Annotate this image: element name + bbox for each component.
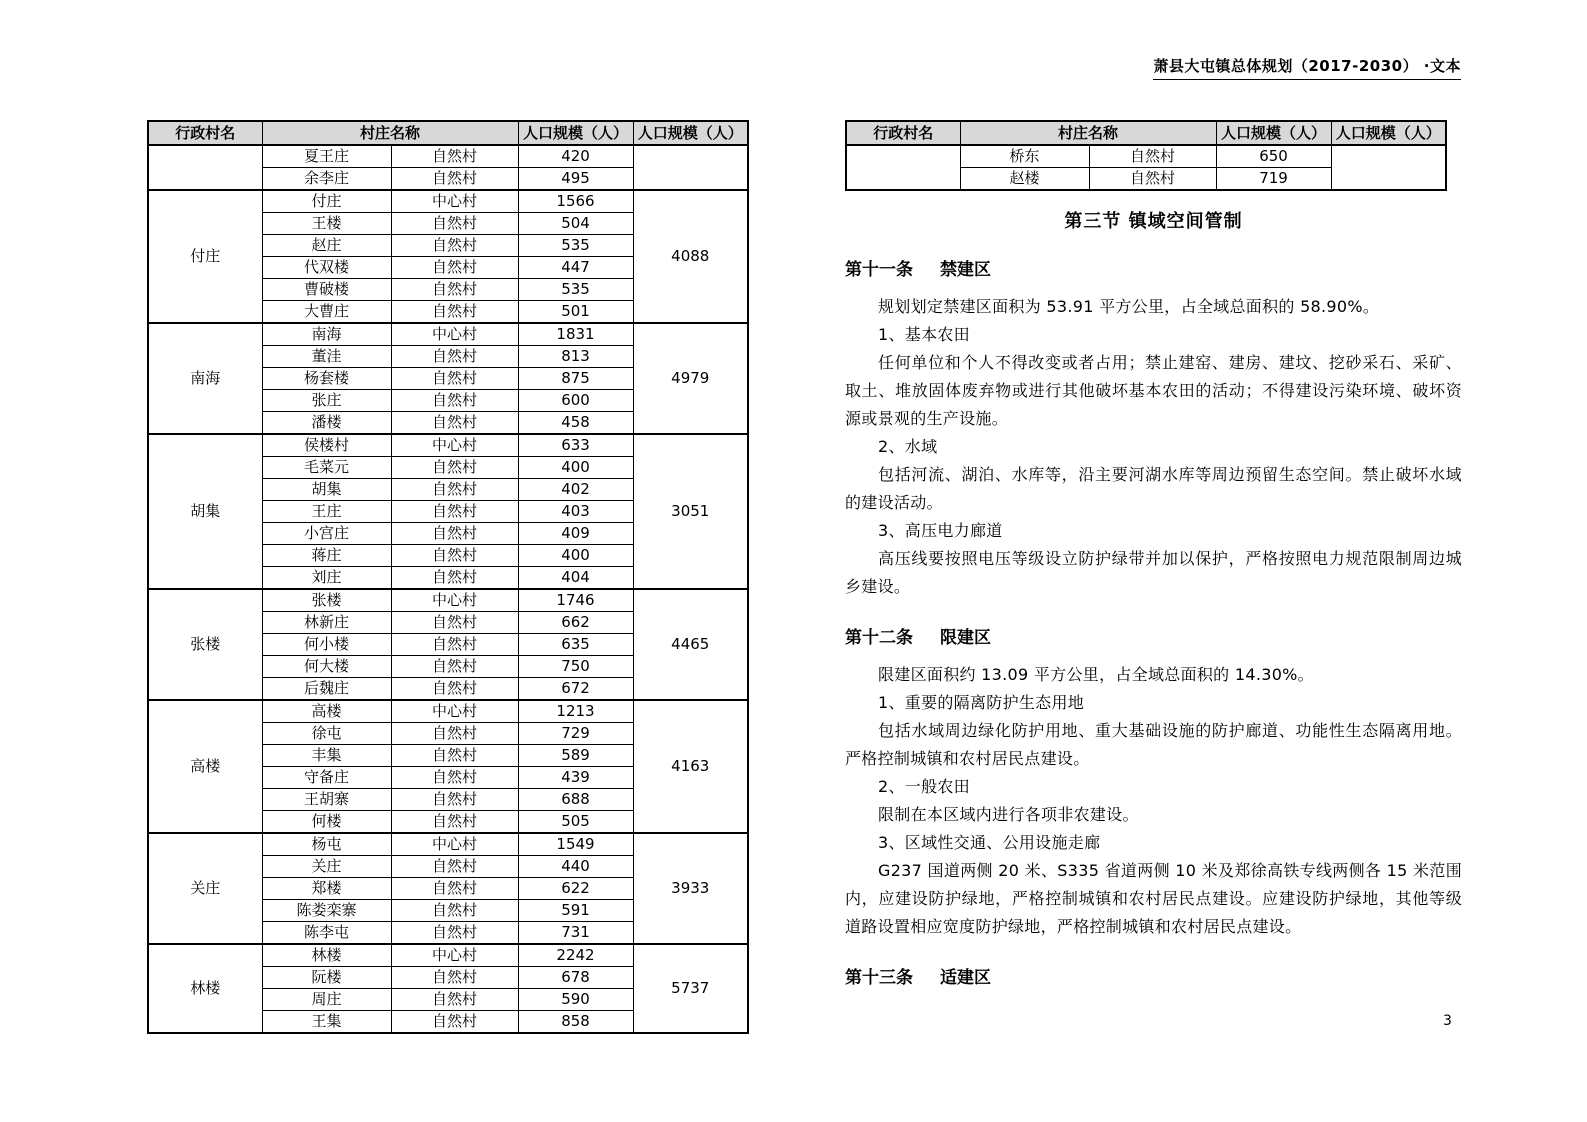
group-total-population-cell — [1331, 145, 1446, 190]
village-name-cell: 董洼 — [262, 346, 391, 368]
col-header-population-total: 人口规模（人） — [633, 121, 748, 145]
village-name-cell: 阮楼 — [262, 967, 391, 989]
article-paragraph: 限建区面积约 13.09 平方公里，占全域总面积的 14.30%。 — [878, 665, 1314, 684]
village-type-cell: 自然村 — [391, 767, 518, 789]
village-name-cell: 付庄 — [262, 190, 391, 213]
article-paragraph: 3、区域性交通、公用设施走廊 — [878, 833, 1101, 852]
article-paragraph: 2、一般农田 — [878, 777, 970, 796]
village-type-cell: 自然村 — [391, 789, 518, 811]
village-type-cell: 自然村 — [391, 501, 518, 523]
village-name-cell: 何楼 — [262, 811, 391, 834]
village-name-cell: 周庄 — [262, 989, 391, 1011]
village-type-cell: 自然村 — [391, 213, 518, 235]
village-type-cell: 自然村 — [391, 567, 518, 590]
group-total-population-cell: 4979 — [633, 323, 748, 434]
running-header-title: 萧县大屯镇总体规划（2017-2030） ·文本 — [1153, 55, 1461, 80]
group-total-population-cell — [633, 145, 748, 190]
village-type-cell: 中心村 — [391, 434, 518, 457]
village-population-cell: 590 — [518, 989, 633, 1011]
village-population-cell: 1549 — [518, 833, 633, 856]
village-type-cell: 自然村 — [391, 257, 518, 279]
village-type-cell: 自然村 — [391, 922, 518, 945]
village-population-cell: 535 — [518, 235, 633, 257]
village-type-cell: 自然村 — [391, 656, 518, 678]
article-paragraph: 3、高压电力廊道 — [878, 521, 1003, 540]
table-row — [846, 145, 1446, 168]
village-name-cell: 徐屯 — [262, 723, 391, 745]
table-row — [148, 589, 748, 612]
table-header-row — [148, 121, 748, 145]
village-population-cell: 440 — [518, 856, 633, 878]
village-type-cell: 自然村 — [391, 1011, 518, 1034]
village-population-cell: 750 — [518, 656, 633, 678]
village-population-cell: 731 — [518, 922, 633, 945]
article-body — [845, 661, 1462, 941]
village-type-cell: 自然村 — [391, 745, 518, 767]
article-title: 限建区 — [940, 628, 991, 648]
table-row — [148, 145, 748, 168]
village-name-cell: 夏王庄 — [262, 145, 391, 168]
village-population-cell: 1213 — [518, 700, 633, 723]
village-type-cell: 自然村 — [391, 479, 518, 501]
village-name-cell: 杨屯 — [262, 833, 391, 856]
village-type-cell: 自然村 — [391, 678, 518, 701]
village-name-cell: 胡集 — [262, 479, 391, 501]
article-paragraph: 任何单位和个人不得改变或者占用；禁止建窑、建房、建坟、挖砂采石、采矿、取土、堆放固体废弃物或进行其他破坏基本农田的活动；不得建设污染环境、破坏资源或景观的生产设施。 — [845, 353, 1462, 428]
village-type-cell: 中心村 — [391, 944, 518, 967]
article-paragraph: 1、基本农田 — [878, 325, 970, 344]
village-type-cell: 中心村 — [391, 700, 518, 723]
articles-container — [845, 255, 1462, 988]
village-population-cell: 504 — [518, 213, 633, 235]
article-paragraph: 包括河流、湖泊、水库等，沿主要河湖水库等周边预留生态空间。禁止破坏水域的建设活动。 — [845, 465, 1462, 512]
article-paragraph: 2、水域 — [878, 437, 938, 456]
village-type-cell: 中心村 — [391, 833, 518, 856]
village-name-cell: 小宫庄 — [262, 523, 391, 545]
right-column — [845, 120, 1462, 1001]
village-population-cell: 600 — [518, 390, 633, 412]
article-number: 第十三条 — [845, 968, 913, 988]
article-heading — [845, 623, 1462, 648]
village-type-cell: 自然村 — [391, 612, 518, 634]
village-population-cell: 400 — [518, 457, 633, 479]
village-name-cell: 张庄 — [262, 390, 391, 412]
table-row — [148, 833, 748, 856]
table-row — [148, 944, 748, 967]
village-population-cell: 633 — [518, 434, 633, 457]
village-name-cell: 守备庄 — [262, 767, 391, 789]
admin-village-cell: 付庄 — [148, 190, 262, 323]
village-name-cell: 南海 — [262, 323, 391, 346]
article-paragraph: 1、重要的隔离防护生态用地 — [878, 693, 1085, 712]
village-type-cell: 自然村 — [391, 279, 518, 301]
village-type-cell: 中心村 — [391, 323, 518, 346]
village-name-cell: 郑楼 — [262, 878, 391, 900]
village-type-cell: 自然村 — [391, 989, 518, 1011]
village-name-cell: 赵庄 — [262, 235, 391, 257]
village-name-cell: 王胡寨 — [262, 789, 391, 811]
village-type-cell: 中心村 — [391, 190, 518, 213]
article-paragraph: 包括水域周边绿化防护用地、重大基础设施的防护廊道、功能性生态隔离用地。严格控制城镇和农村居民点建设。 — [845, 721, 1462, 768]
village-type-cell: 自然村 — [391, 368, 518, 390]
table-header-row — [846, 121, 1446, 145]
table-row — [148, 190, 748, 213]
village-population-cell: 1746 — [518, 589, 633, 612]
village-name-cell: 高楼 — [262, 700, 391, 723]
village-name-cell: 赵楼 — [960, 168, 1089, 191]
village-name-cell: 王集 — [262, 1011, 391, 1034]
village-name-cell: 侯楼村 — [262, 434, 391, 457]
village-name-cell: 丰集 — [262, 745, 391, 767]
village-population-cell: 403 — [518, 501, 633, 523]
village-type-cell: 自然村 — [391, 168, 518, 191]
section-heading: 第三节 镇域空间管制 — [1064, 211, 1243, 232]
village-population-cell: 447 — [518, 257, 633, 279]
village-population-cell: 404 — [518, 567, 633, 590]
admin-village-cell — [148, 145, 262, 190]
group-total-population-cell: 4163 — [633, 700, 748, 833]
article-paragraph: G237 国道两侧 20 米、S335 省道两侧 10 米及郑徐高铁专线两侧各 15 米范围内，应建设防护绿地，严格控制城镇和农村居民点建设。应建设防护绿地，其他等级道路设置相应宽度防护绿地，严格控制城镇和农村居民点建设。 — [845, 861, 1462, 936]
village-population-cell: 813 — [518, 346, 633, 368]
village-population-cell: 729 — [518, 723, 633, 745]
village-population-cell: 1831 — [518, 323, 633, 346]
col-header-population: 人口规模（人） — [1216, 121, 1331, 145]
village-population-cell: 2242 — [518, 944, 633, 967]
village-type-cell: 自然村 — [391, 545, 518, 567]
village-name-cell: 林楼 — [262, 944, 391, 967]
village-type-cell: 自然村 — [1089, 168, 1216, 191]
left-table-container — [147, 120, 749, 1034]
village-name-cell: 关庄 — [262, 856, 391, 878]
village-population-cell: 688 — [518, 789, 633, 811]
village-population-cell: 409 — [518, 523, 633, 545]
article-paragraph: 规划划定禁建区面积为 53.91 平方公里，占全域总面积的 58.90%。 — [878, 297, 1380, 316]
group-total-population-cell: 3051 — [633, 434, 748, 589]
village-name-cell: 毛菜元 — [262, 457, 391, 479]
col-header-population: 人口规模（人） — [518, 121, 633, 145]
village-name-cell: 后魏庄 — [262, 678, 391, 701]
village-population-cell: 420 — [518, 145, 633, 168]
village-name-cell: 代双楼 — [262, 257, 391, 279]
village-population-cell: 662 — [518, 612, 633, 634]
village-population-cell: 875 — [518, 368, 633, 390]
article-paragraph: 限制在本区域内进行各项非农建设。 — [878, 805, 1139, 824]
table-row — [148, 323, 748, 346]
village-population-cell: 635 — [518, 634, 633, 656]
village-type-cell: 自然村 — [391, 523, 518, 545]
village-population-cell: 672 — [518, 678, 633, 701]
admin-village-cell: 林楼 — [148, 944, 262, 1033]
village-name-cell: 杨套楼 — [262, 368, 391, 390]
admin-village-cell: 张楼 — [148, 589, 262, 700]
col-header-admin-village: 行政村名 — [148, 121, 262, 145]
village-name-cell: 何小楼 — [262, 634, 391, 656]
village-population-cell: 458 — [518, 412, 633, 435]
village-population-cell: 505 — [518, 811, 633, 834]
article-body — [845, 293, 1462, 601]
village-population-cell: 622 — [518, 878, 633, 900]
village-population-cell: 501 — [518, 301, 633, 324]
village-name-cell: 刘庄 — [262, 567, 391, 590]
village-name-cell: 陈李屯 — [262, 922, 391, 945]
village-name-cell: 大曹庄 — [262, 301, 391, 324]
village-population-cell: 535 — [518, 279, 633, 301]
village-type-cell: 自然村 — [1089, 145, 1216, 168]
page-number: 3 — [1443, 1013, 1452, 1029]
village-type-cell: 自然村 — [391, 967, 518, 989]
village-type-cell: 自然村 — [391, 390, 518, 412]
village-name-cell: 潘楼 — [262, 412, 391, 435]
table-row — [148, 700, 748, 723]
article-title: 禁建区 — [940, 260, 991, 280]
village-population-cell: 678 — [518, 967, 633, 989]
col-header-admin-village: 行政村名 — [846, 121, 960, 145]
village-type-cell: 自然村 — [391, 900, 518, 922]
village-type-cell: 自然村 — [391, 811, 518, 834]
village-name-cell: 桥东 — [960, 145, 1089, 168]
village-type-cell: 自然村 — [391, 878, 518, 900]
village-name-cell: 余李庄 — [262, 168, 391, 191]
village-type-cell: 自然村 — [391, 412, 518, 435]
village-population-cell: 400 — [518, 545, 633, 567]
village-name-cell: 王庄 — [262, 501, 391, 523]
admin-village-cell: 高楼 — [148, 700, 262, 833]
village-name-cell: 张楼 — [262, 589, 391, 612]
admin-village-cell: 胡集 — [148, 434, 262, 589]
village-type-cell: 自然村 — [391, 634, 518, 656]
article-paragraph: 高压线要按照电压等级设立防护绿带并加以保护，严格按照电力规范限制周边城乡建设。 — [845, 549, 1462, 596]
article-title: 适建区 — [940, 968, 991, 988]
village-type-cell: 中心村 — [391, 589, 518, 612]
group-total-population-cell: 4465 — [633, 589, 748, 700]
col-header-population-total: 人口规模（人） — [1331, 121, 1446, 145]
village-population-cell: 402 — [518, 479, 633, 501]
village-name-cell: 曹破楼 — [262, 279, 391, 301]
admin-village-cell — [846, 145, 960, 190]
village-type-cell: 自然村 — [391, 301, 518, 324]
village-population-cell: 719 — [1216, 168, 1331, 191]
village-population-cell: 495 — [518, 168, 633, 191]
group-total-population-cell: 5737 — [633, 944, 748, 1033]
village-name-cell: 何大楼 — [262, 656, 391, 678]
village-population-cell: 650 — [1216, 145, 1331, 168]
village-type-cell: 自然村 — [391, 346, 518, 368]
village-name-cell: 王楼 — [262, 213, 391, 235]
article-number: 第十一条 — [845, 260, 913, 280]
village-population-cell: 858 — [518, 1011, 633, 1034]
group-total-population-cell: 3933 — [633, 833, 748, 944]
table-row — [148, 434, 748, 457]
article-heading — [845, 963, 1462, 988]
article-heading — [845, 255, 1462, 280]
village-type-cell: 自然村 — [391, 457, 518, 479]
article-number: 第十二条 — [845, 628, 913, 648]
village-population-table-right — [845, 120, 1447, 191]
col-header-village-name: 村庄名称 — [262, 121, 518, 145]
village-name-cell: 蒋庄 — [262, 545, 391, 567]
village-name-cell: 陈娄栾寨 — [262, 900, 391, 922]
village-population-cell: 591 — [518, 900, 633, 922]
village-type-cell: 自然村 — [391, 856, 518, 878]
village-type-cell: 自然村 — [391, 235, 518, 257]
group-total-population-cell: 4088 — [633, 190, 748, 323]
village-type-cell: 自然村 — [391, 145, 518, 168]
village-name-cell: 林新庄 — [262, 612, 391, 634]
village-population-table-left — [147, 120, 749, 1034]
village-population-cell: 589 — [518, 745, 633, 767]
village-type-cell: 自然村 — [391, 723, 518, 745]
col-header-village-name: 村庄名称 — [960, 121, 1216, 145]
village-population-cell: 439 — [518, 767, 633, 789]
admin-village-cell: 南海 — [148, 323, 262, 434]
village-population-cell: 1566 — [518, 190, 633, 213]
admin-village-cell: 关庄 — [148, 833, 262, 944]
